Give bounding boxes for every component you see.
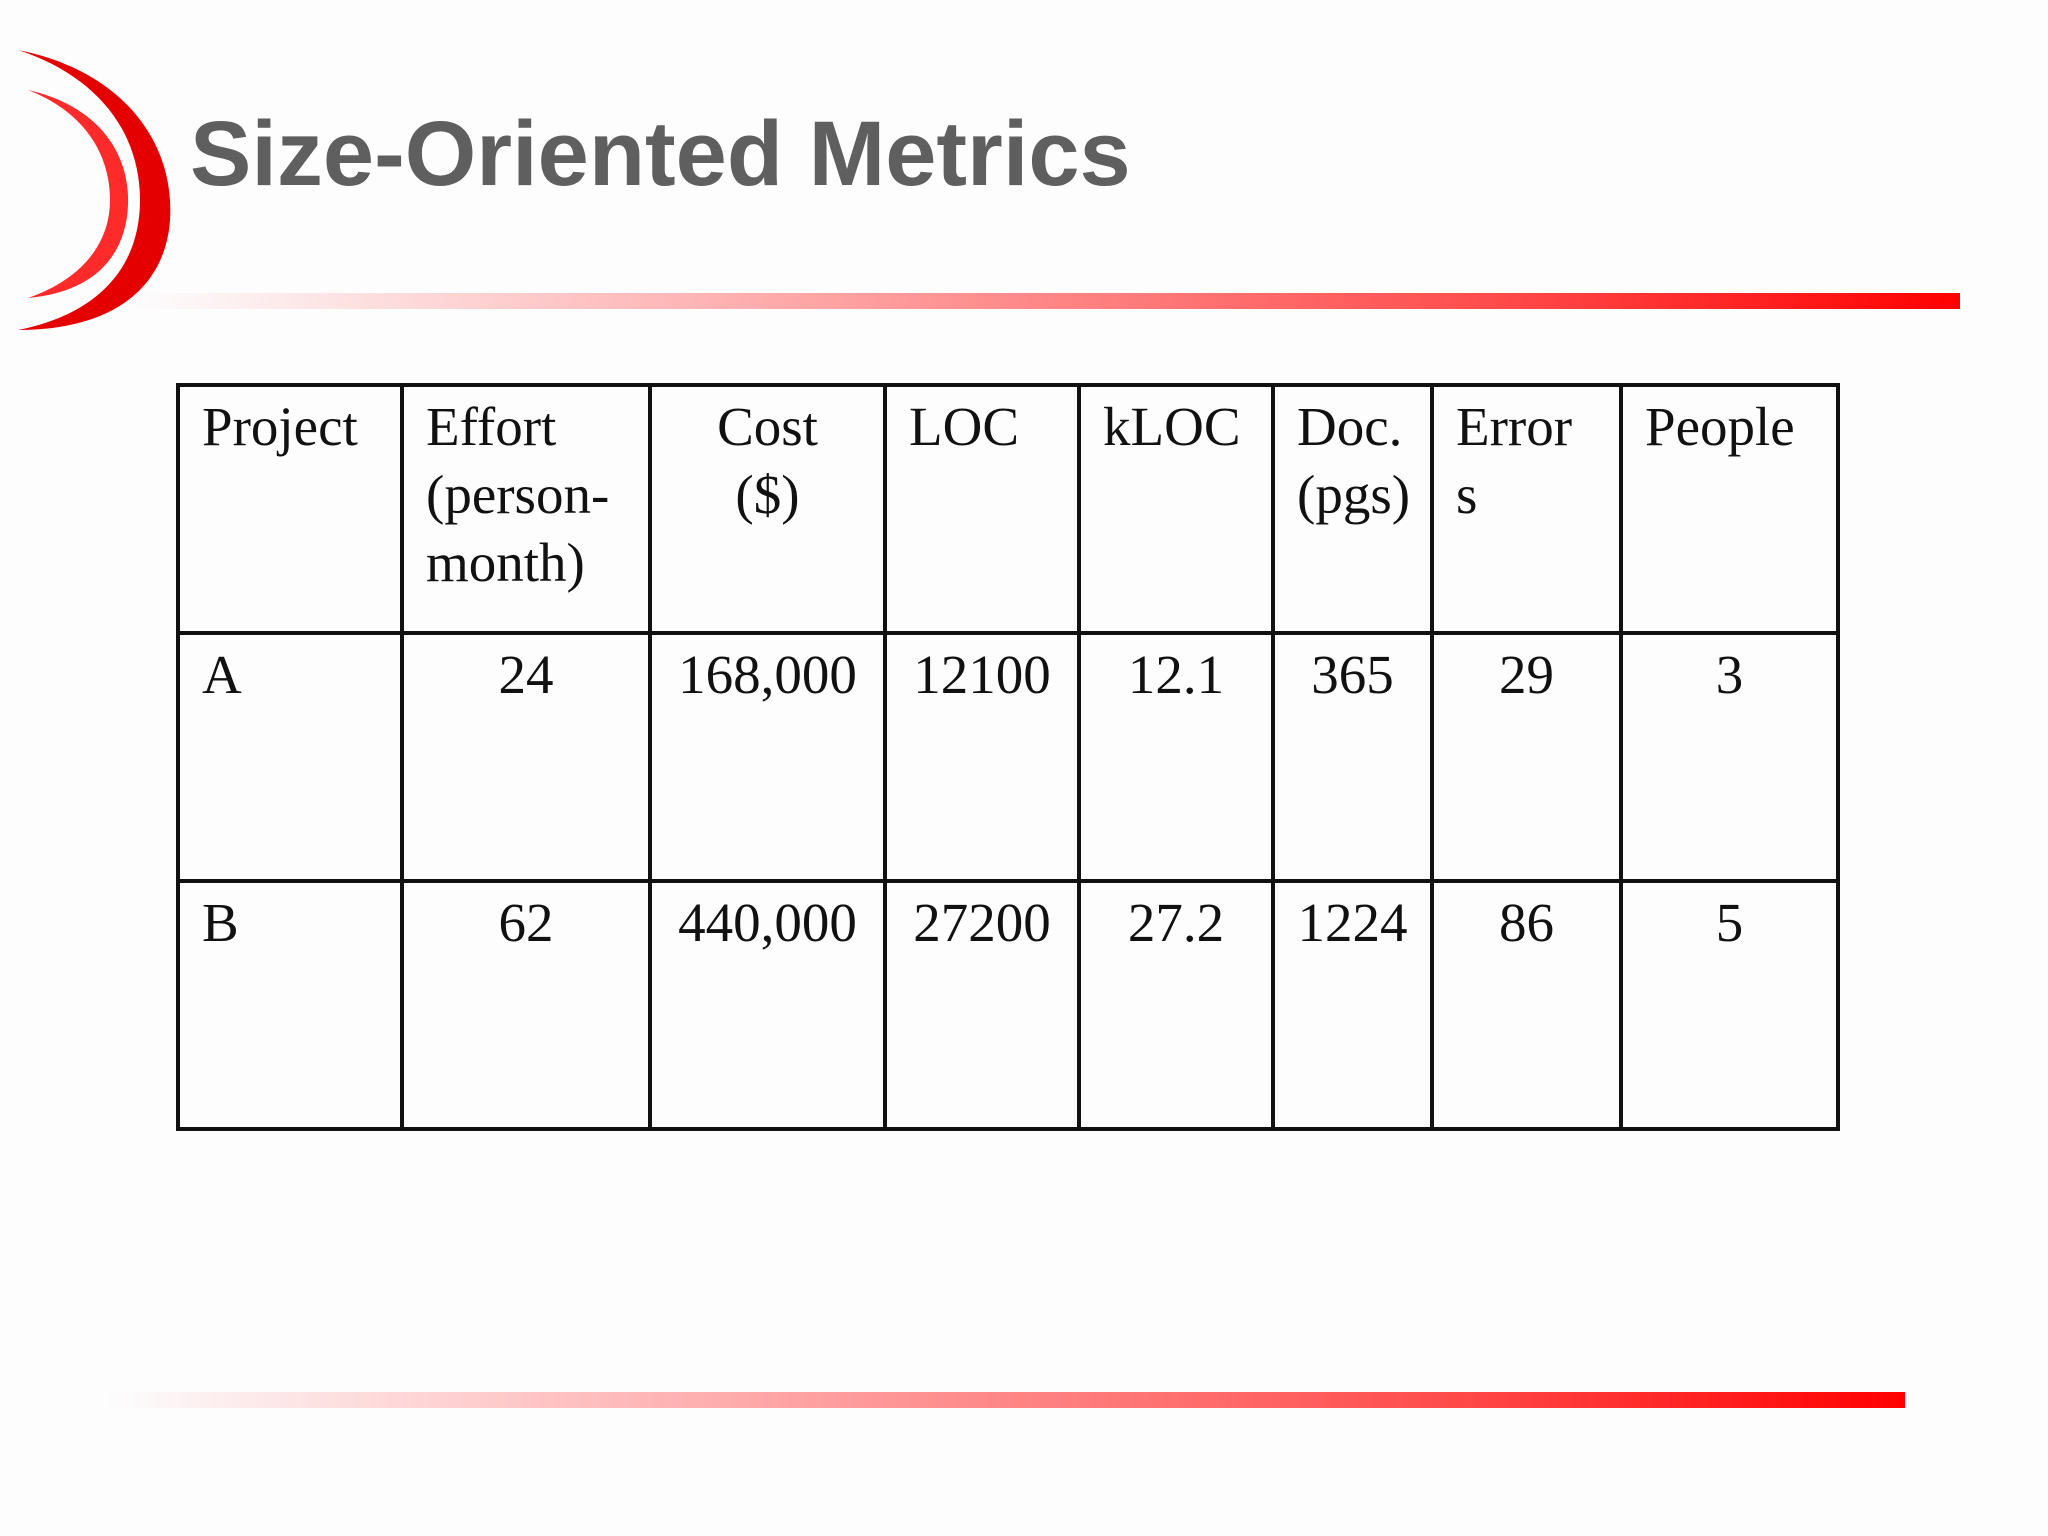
table-row — [178, 633, 1838, 881]
header-row — [178, 385, 1838, 633]
header-people: People — [1621, 385, 1838, 633]
cell-people: 5 — [1621, 881, 1838, 1129]
cell-doc: 1224 — [1273, 881, 1432, 1129]
cell-doc: 365 — [1273, 633, 1432, 881]
header-effort: Effort (person- month) — [402, 385, 650, 633]
cell-cost: 440,000 — [650, 881, 885, 1129]
cell-project: B — [178, 881, 402, 1129]
header-errors: Error s — [1432, 385, 1621, 633]
cell-effort: 24 — [402, 633, 650, 881]
cell-kloc: 27.2 — [1079, 881, 1273, 1129]
bottom-divider — [105, 1392, 1905, 1408]
cell-project: A — [178, 633, 402, 881]
header-doc: Doc. (pgs) — [1273, 385, 1432, 633]
top-divider — [130, 293, 1960, 309]
cell-errors: 86 — [1432, 881, 1621, 1129]
cell-effort: 62 — [402, 881, 650, 1129]
header-project: Project — [178, 385, 402, 633]
slide-title: Size-Oriented Metrics — [190, 103, 1131, 205]
metrics-table — [176, 383, 1840, 1131]
cell-loc: 12100 — [885, 633, 1079, 881]
table-row — [178, 881, 1838, 1129]
header-kloc: kLOC — [1079, 385, 1273, 633]
cell-errors: 29 — [1432, 633, 1621, 881]
header-cost: Cost ($) — [650, 385, 885, 633]
header-loc: LOC — [885, 385, 1079, 633]
cell-cost: 168,000 — [650, 633, 885, 881]
cell-people: 3 — [1621, 633, 1838, 881]
cell-loc: 27200 — [885, 881, 1079, 1129]
cell-kloc: 12.1 — [1079, 633, 1273, 881]
